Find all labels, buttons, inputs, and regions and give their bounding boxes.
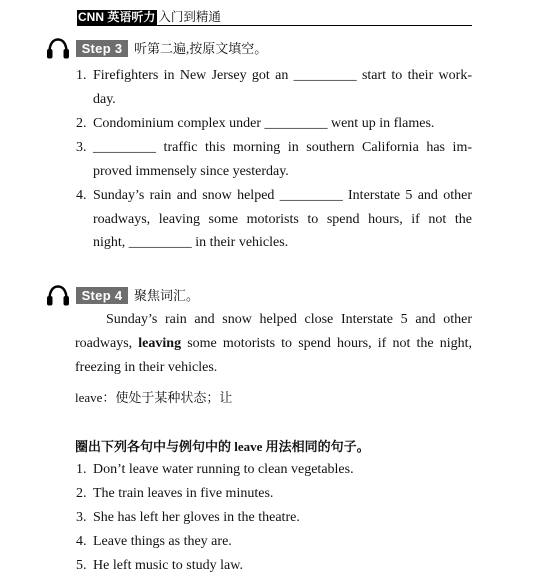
example-text: some motorists to spend hours, if not the night, xyxy=(181,336,472,351)
header-rule xyxy=(77,25,472,26)
fill-blank-line: Condominium complex under _________ went up in flames. xyxy=(93,116,435,131)
example-line-2 xyxy=(75,336,472,352)
example-line-3: freezing in their vehicles. xyxy=(75,360,218,375)
sentence-number: 5. xyxy=(76,558,87,573)
sentence-number: 3. xyxy=(76,510,87,525)
task-instruction: 圈出下列各句中与例句中的 leave 用法相同的句子。 xyxy=(75,439,370,454)
fill-blank-line: day. xyxy=(93,92,116,107)
item-number: 2. xyxy=(76,116,87,131)
item-number: 4. xyxy=(76,188,87,203)
sentence-number: 2. xyxy=(76,486,87,501)
headphones-icon xyxy=(46,37,70,59)
fill-blank-line: proved immensely since yesterday. xyxy=(93,164,289,179)
header-subtitle: 入门到精通 xyxy=(158,10,221,24)
example-line-1: Sunday’s rain and snow helped close Interstate 5 and other xyxy=(106,312,472,327)
item-number: 1. xyxy=(76,68,87,83)
step3-badge: Step 3 xyxy=(76,40,128,57)
step4-badge: Step 4 xyxy=(76,287,128,304)
fill-blank-line: night, _________ in their vehicles. xyxy=(93,235,289,250)
running-header xyxy=(77,10,221,25)
sentence-text: She has left her gloves in the theatre. xyxy=(93,510,300,525)
sentence-text: He left music to study law. xyxy=(93,558,243,573)
fill-blank-line: _________ traffic this morning in southern California has im- xyxy=(93,140,472,155)
item-number: 3. xyxy=(76,140,87,155)
header-brand: CNN 英语听力 xyxy=(78,10,156,24)
example-text: roadways, xyxy=(75,336,139,351)
sentence-text: Leave things as they are. xyxy=(93,534,232,549)
sentence-text: Don’t leave water running to clean vegetables. xyxy=(93,462,354,477)
sentence-text: The train leaves in five minutes. xyxy=(93,486,274,501)
headphones-icon xyxy=(46,284,70,306)
sentence-number: 1. xyxy=(76,462,87,477)
sentence-number: 4. xyxy=(76,534,87,549)
focus-word: leaving xyxy=(138,336,182,351)
step3-instruction: 听第二遍,按原文填空。 xyxy=(134,41,268,56)
step4-instruction: 聚焦词汇。 xyxy=(134,288,200,303)
word-definition: leave：使处于某种状态；让 xyxy=(75,390,233,405)
fill-blank-line: roadways, leaving some motorists to spend hours, if not the xyxy=(93,212,472,227)
fill-blank-line: Sunday’s rain and snow helped _________ Interstate 5 and other xyxy=(93,188,472,203)
fill-blank-line: Firefighters in New Jersey got an _________ start to their work- xyxy=(93,68,472,83)
